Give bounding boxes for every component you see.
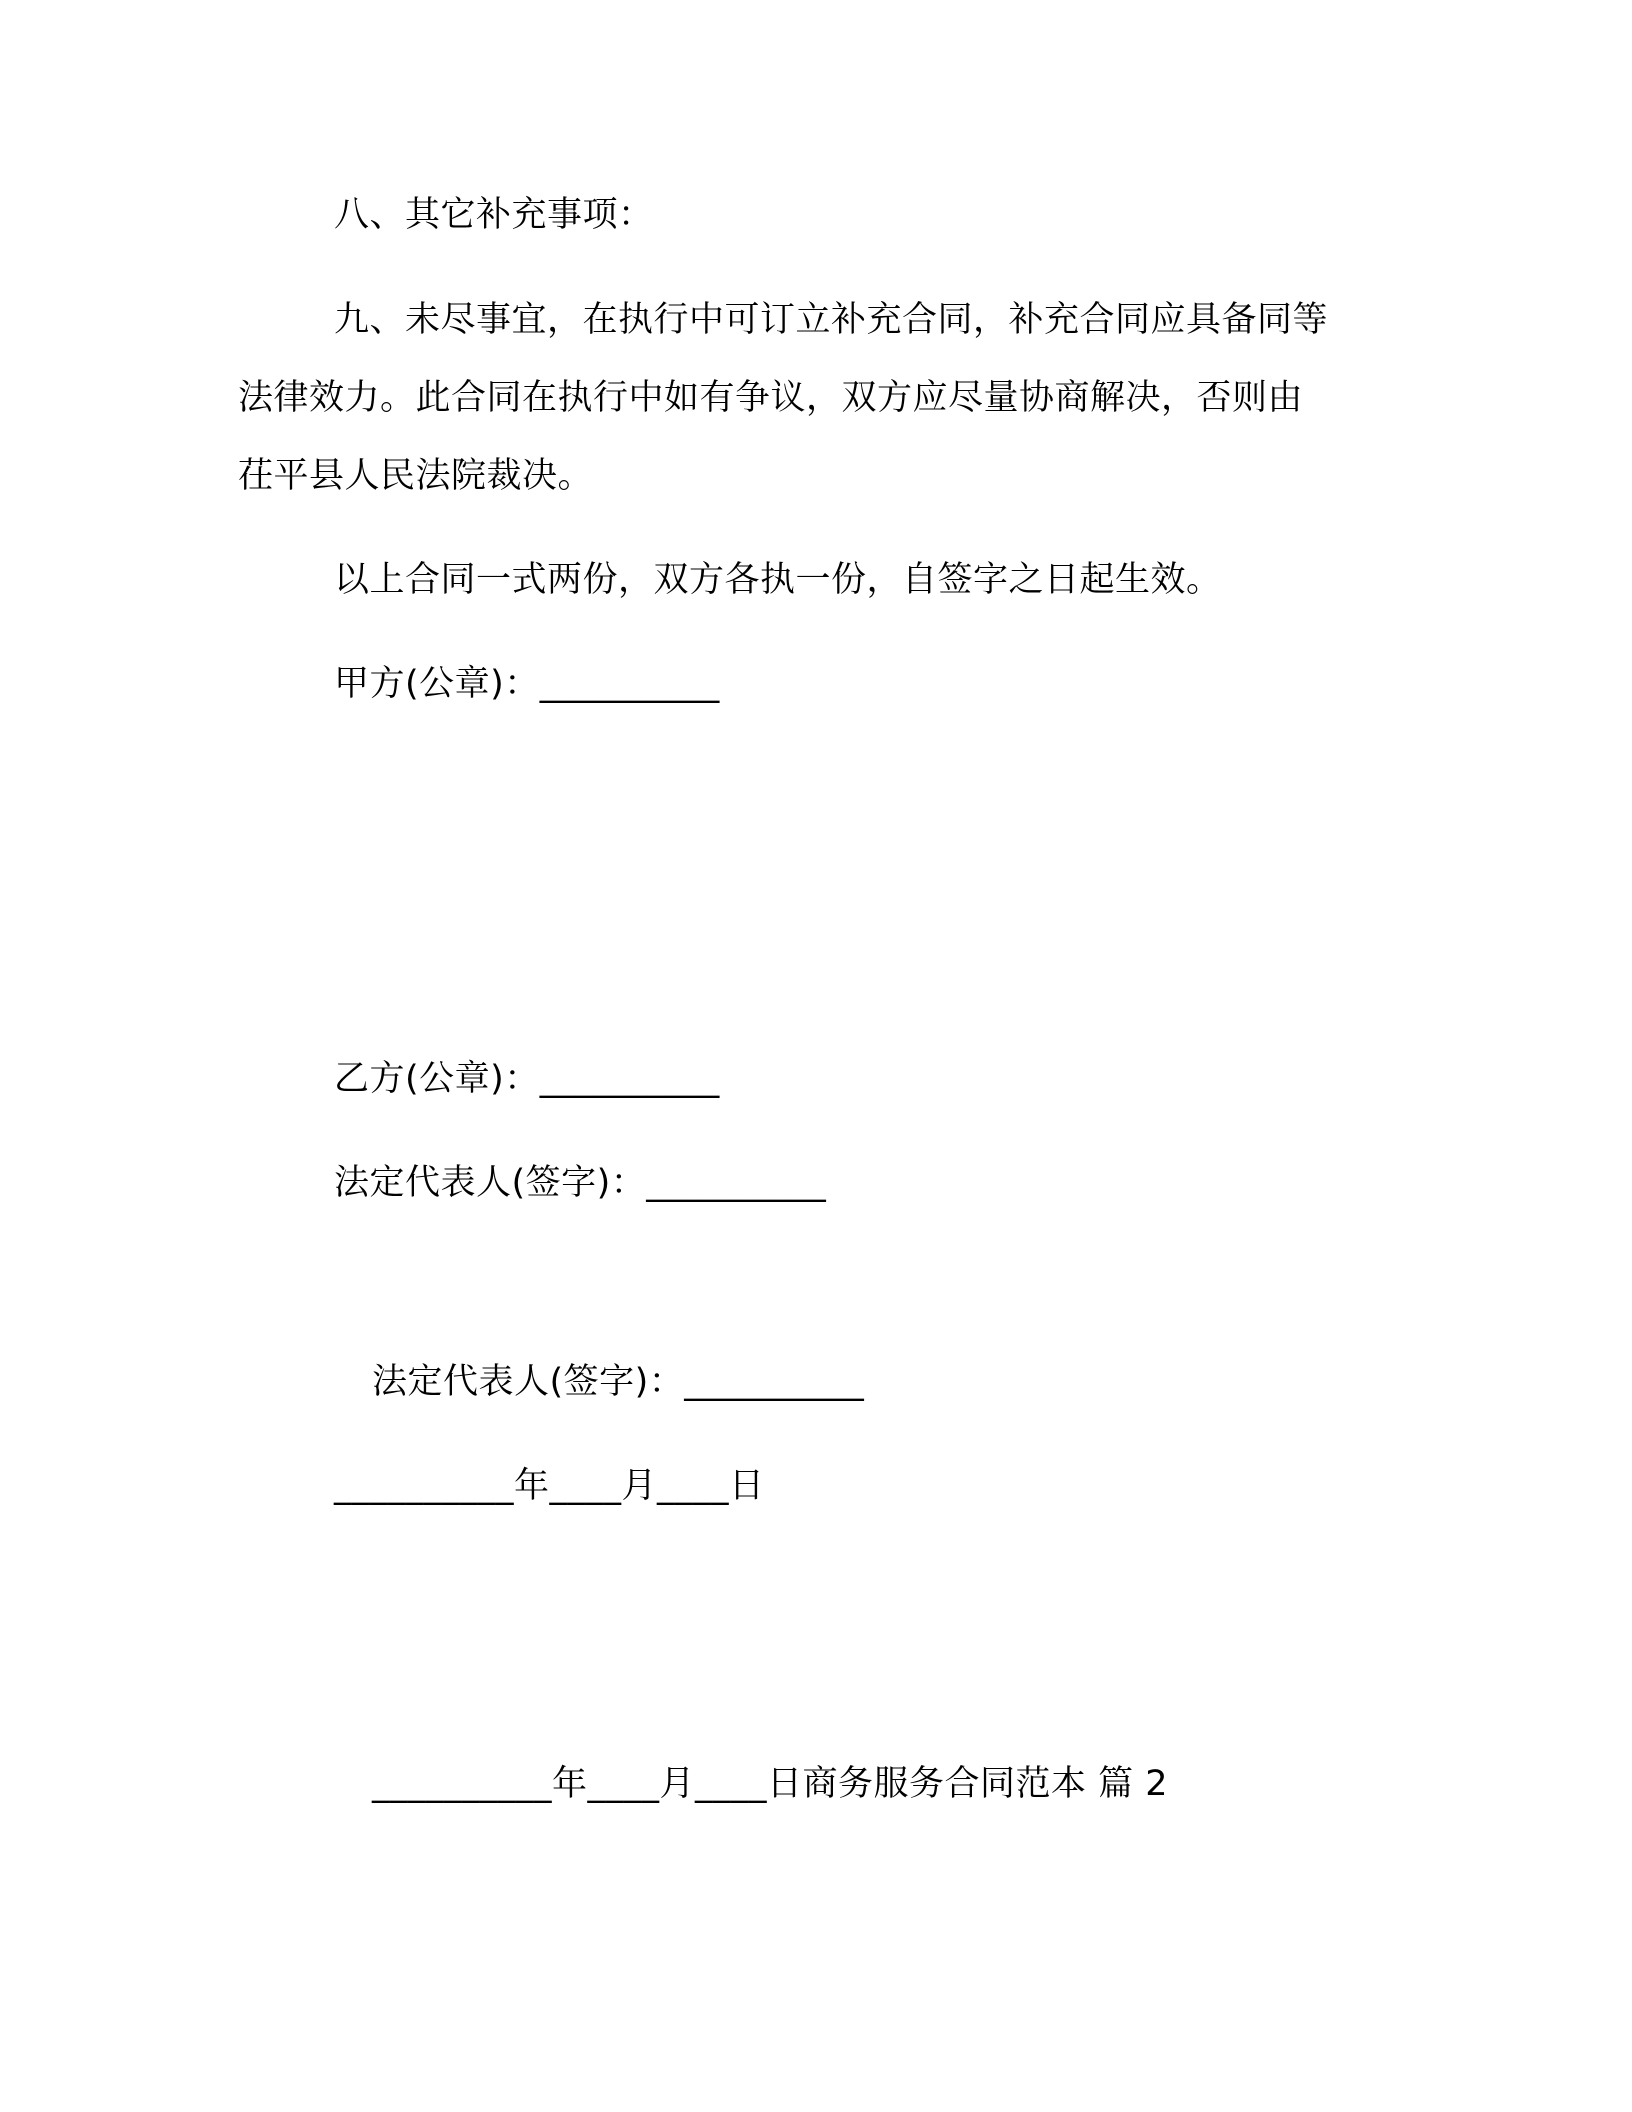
party-b-seal: 乙方(公章)：__________ [334,1059,720,1099]
copies-note: 以上合同一式两份，双方各执一份，自签字之日起生效。 [334,560,1222,600]
next-section-title: __________年____月____日商务服务合同范本 篇 2 [372,1764,1169,1804]
legal-rep-signature-2: 法定代表人(签字)：__________ [372,1362,865,1402]
party-a-seal: 甲方(公章)：__________ [334,664,720,704]
legal-rep-signature-1: 法定代表人(签字)：__________ [334,1163,827,1203]
date-line: __________年____月____日 [334,1466,765,1506]
item-9-line-2: 法律效力。此合同在执行中如有争议，双方应尽量协商解决，否则由 [238,378,1304,418]
item-8-heading: 八、其它补充事项： [334,195,654,235]
item-9-line-3: 茌平县人民法院裁决。 [238,456,594,496]
item-9-line-1: 九、未尽事宜，在执行中可订立补充合同，补充合同应具备同等 [334,300,1329,340]
